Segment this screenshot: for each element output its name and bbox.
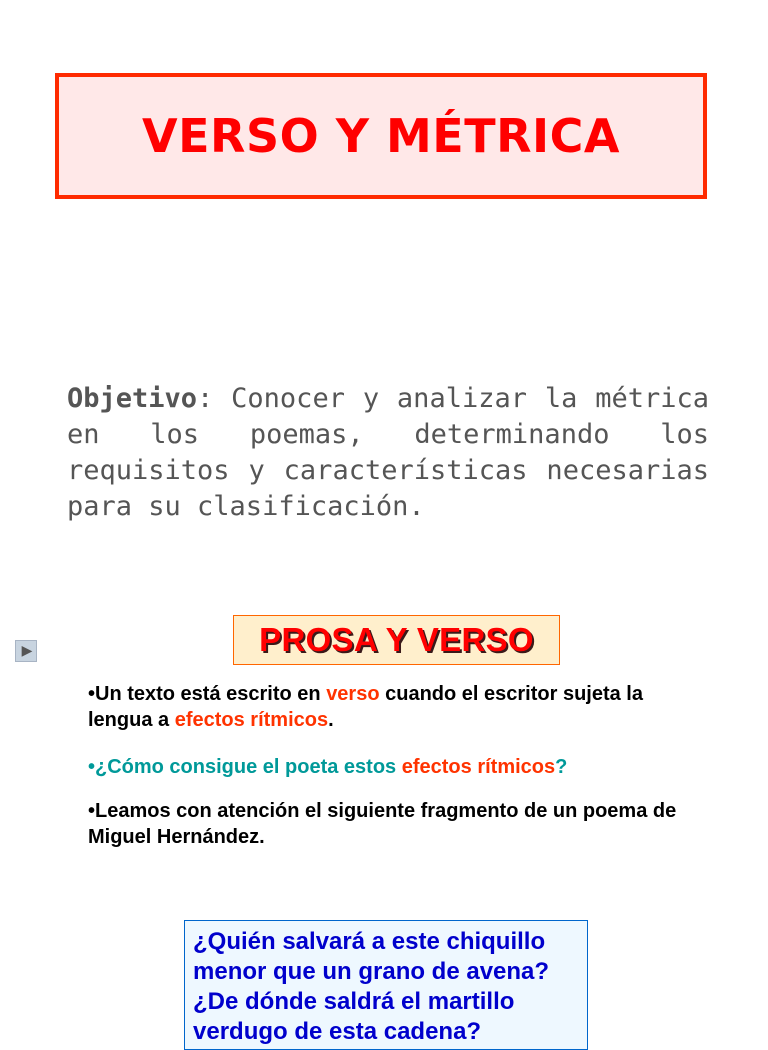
- objective-paragraph: [67, 381, 709, 525]
- bullet-read-fragment: •Leamos con atención el siguiente fragmento de un poema de Miguel Hernández.: [88, 800, 677, 848]
- bullet-text: ?: [555, 756, 568, 778]
- bullet-question: [88, 754, 698, 780]
- poem-box: [184, 920, 588, 1050]
- bullet-text: .: [328, 709, 334, 731]
- bullet-text: •Un texto está escrito en: [88, 683, 327, 705]
- play-arrow-glyph: ▶: [21, 643, 33, 659]
- play-arrow-icon[interactable]: [15, 640, 37, 662]
- poem-line: ¿Quién salvará a este chiquillo: [193, 928, 546, 955]
- section-title-box: [233, 615, 560, 665]
- bullet-verse-definition: [88, 681, 698, 733]
- bullet-text: •¿Cómo consigue el poeta estos: [88, 756, 402, 778]
- section-title: PROSA Y VERSO: [259, 621, 534, 658]
- poem-line: verdugo de esta cadena?: [193, 1018, 482, 1045]
- bullet-list: [88, 681, 698, 850]
- page-title: VERSO Y MÉTRICA: [142, 109, 620, 163]
- objective-text: : Conocer y analizar la métrica en los poemas, determinando los requisitos y características necesarias para su clasificación.: [67, 383, 709, 522]
- title-box: [55, 73, 707, 199]
- objective-label: Objetivo: [67, 383, 198, 414]
- bullet-text: cuando el escritor sujeta la lengua a: [88, 683, 643, 731]
- poem-line: menor que un grano de avena?: [193, 958, 550, 985]
- highlight-efectos-ritmicos: efectos rítmicos: [174, 709, 329, 731]
- highlight-efectos-ritmicos: efectos rítmicos: [401, 756, 556, 778]
- highlight-verso: verso: [326, 683, 380, 705]
- poem-line: ¿De dónde saldrá el martillo: [193, 988, 515, 1015]
